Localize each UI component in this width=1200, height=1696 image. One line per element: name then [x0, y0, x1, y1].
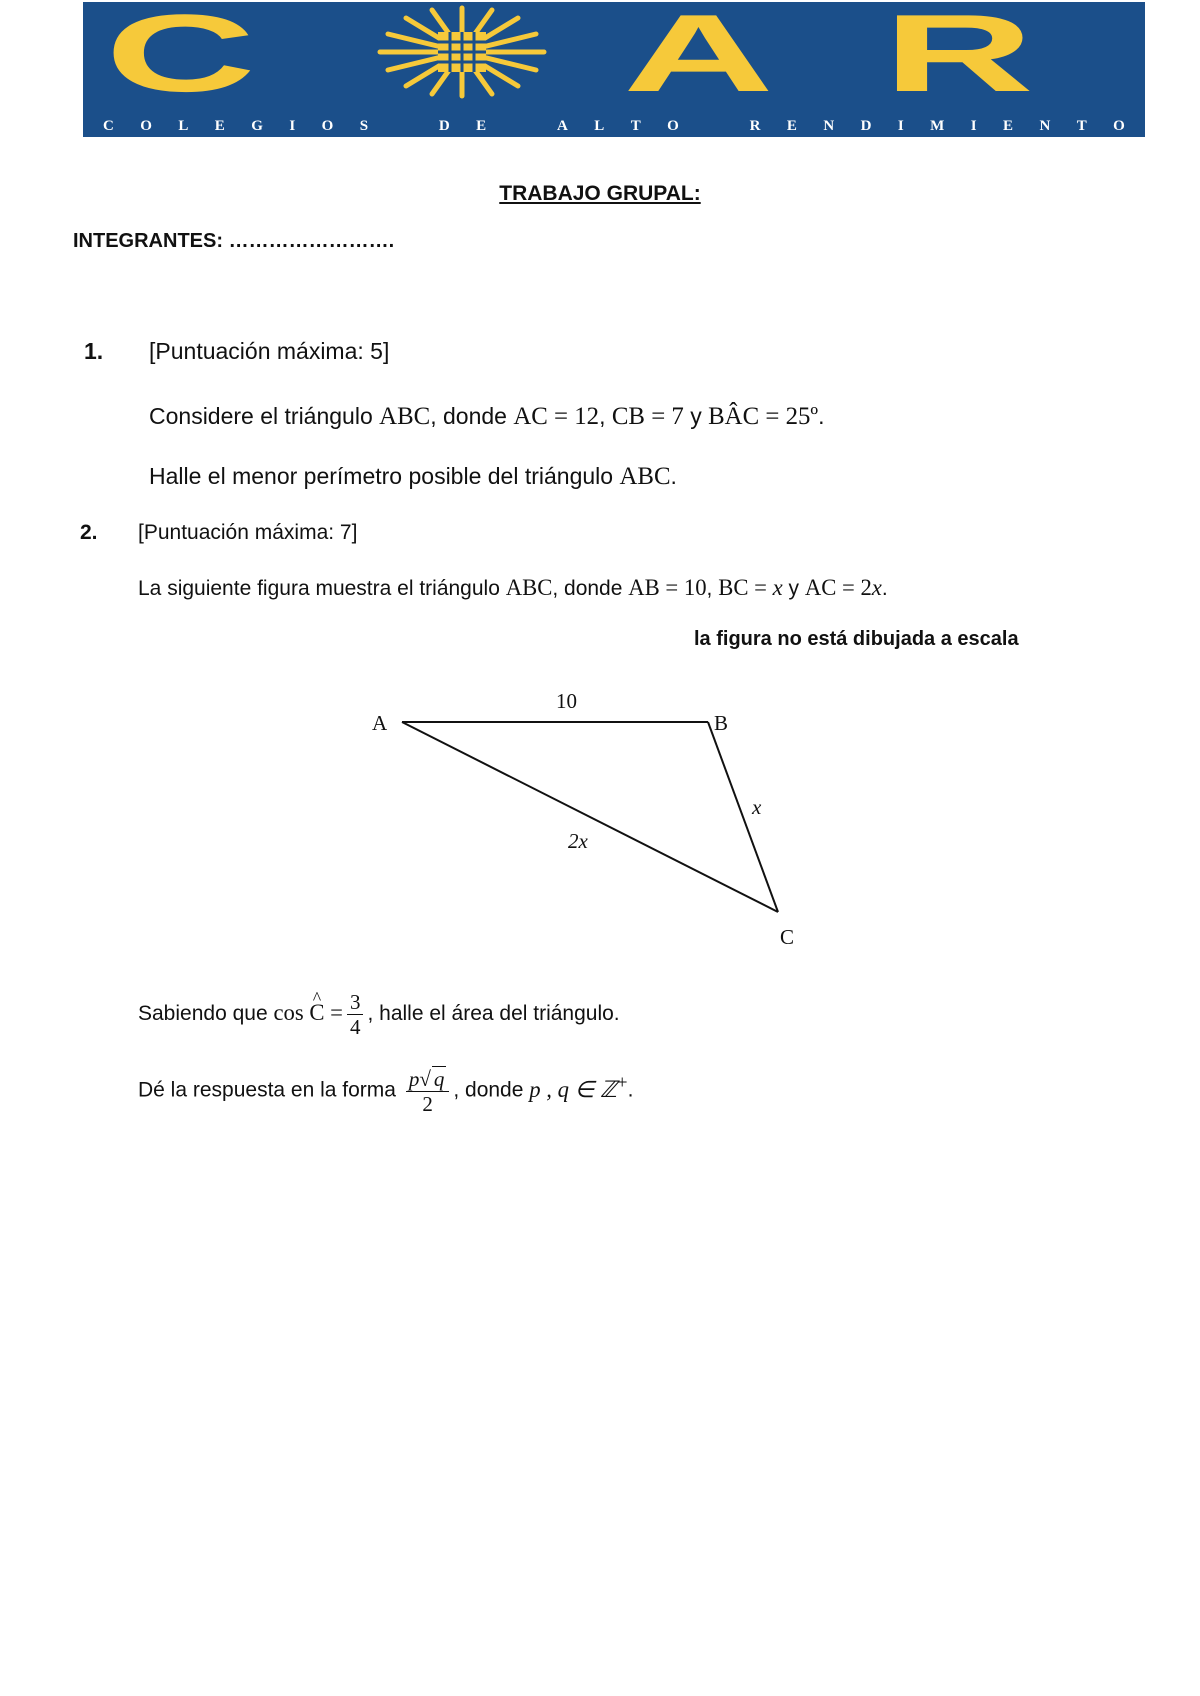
tagline-letter: E — [476, 118, 487, 134]
school-banner — [83, 2, 1145, 137]
variable-q: q — [433, 1067, 445, 1091]
scale-note: la figura no está dibujada a escala — [694, 628, 1019, 650]
math-run: ABC — [379, 403, 431, 430]
question-1-score: [Puntuación máxima: 5] — [149, 338, 390, 364]
text-run: . — [627, 1078, 634, 1102]
tagline-letter: D — [860, 118, 872, 134]
banner-letter-r: R — [883, 0, 1034, 115]
side-ac-line — [402, 722, 778, 912]
text-run: , donde — [430, 403, 514, 429]
math-run: AC = 12 — [513, 403, 600, 430]
text-run: Considere el triángulo — [149, 403, 380, 429]
text-run: y — [782, 577, 805, 600]
fraction-denominator: 2 — [422, 1092, 433, 1116]
members-blank: ……………………. — [228, 230, 395, 252]
tagline-letter: A — [557, 118, 568, 134]
math-run: AB = 10 — [628, 575, 707, 600]
fraction-denominator: 4 — [349, 1015, 361, 1039]
equals-sign: = — [330, 1000, 343, 1026]
question-1-number: 1. — [84, 338, 104, 364]
tagline-letter: I — [970, 118, 977, 134]
vertex-b-label: B — [714, 711, 729, 735]
text-run: La siguiente figura muestra el triángulo — [138, 577, 506, 600]
question-1-statement — [149, 403, 825, 431]
fraction-numerator: 3 — [347, 990, 364, 1015]
text-run: y — [683, 403, 709, 429]
text-run: Dé la respuesta en la forma — [138, 1078, 402, 1102]
tagline-letter: T — [1076, 118, 1087, 134]
tagline-gap — [513, 118, 531, 134]
tagline-letter: T — [630, 118, 641, 134]
variable-p: p — [408, 1067, 420, 1091]
banner-letters — [83, 0, 1145, 115]
tagline-letter: O — [140, 118, 152, 134]
question-1-task — [149, 463, 677, 491]
question-2-given — [138, 990, 620, 1050]
question-2-score: [Puntuación máxima: 7] — [138, 521, 358, 544]
text-run: , halle el área del triángulo. — [367, 1002, 620, 1026]
text-run: . — [881, 577, 888, 600]
math-variable: x — [772, 575, 783, 600]
tagline-letter: O — [321, 118, 334, 134]
members-line — [73, 230, 394, 253]
math-run: ABC — [505, 575, 553, 600]
tagline-letter: E — [1003, 118, 1014, 134]
tagline-letter: O — [667, 118, 679, 134]
math-run: AC = 2 — [804, 575, 872, 600]
math-variable: x — [871, 575, 882, 600]
text-run: , donde — [453, 1078, 530, 1102]
math-run — [273, 1000, 343, 1025]
text-run: Halle el menor perímetro posible del triángulo — [149, 463, 620, 489]
side-ac-label: 2x — [568, 829, 588, 853]
fraction-three-quarters — [347, 990, 364, 1039]
cos-function: cos — [273, 1000, 304, 1026]
text-run: , — [599, 403, 612, 429]
banner-letter-c: C — [105, 0, 256, 115]
tagline-letter: M — [930, 118, 945, 134]
tagline-letter: L — [178, 118, 189, 134]
vertex-c-label: C — [780, 925, 795, 949]
text-run: Sabiendo que — [138, 1002, 274, 1026]
angle-c-hat: ^ C — [309, 1000, 324, 1026]
tagline-letter: I — [289, 118, 296, 134]
positive-superscript: + — [616, 1071, 628, 1093]
text-run: , donde — [552, 577, 629, 600]
question-2-answer-form — [138, 1066, 633, 1126]
question-2-number: 2. — [80, 521, 98, 544]
tagline-letter: C — [103, 118, 114, 134]
tagline-gap — [394, 118, 412, 134]
text-run: , — [706, 577, 719, 600]
side-bc-line — [708, 722, 778, 912]
tagline-letter: E — [214, 118, 225, 134]
math-run: BC = — [718, 575, 773, 600]
sun-emblem-icon — [376, 4, 548, 100]
triangle-figure — [360, 680, 840, 950]
tagline-letter: E — [786, 118, 797, 134]
members-label: INTEGRANTES: — [73, 230, 223, 252]
math-set-statement: p , q ∈ ℤ — [529, 1076, 617, 1102]
math-run: CB = 7 — [611, 403, 684, 430]
banner-tagline — [103, 118, 1125, 134]
side-ab-label: 10 — [556, 689, 577, 713]
tagline-letter: N — [823, 118, 835, 134]
tagline-gap — [705, 118, 723, 134]
page-title: TRABAJO GRUPAL: — [499, 182, 701, 205]
tagline-letter: L — [594, 118, 605, 134]
math-run: BÂC = 25º — [708, 403, 819, 430]
tagline-letter: O — [1113, 118, 1125, 134]
math-run: ABC — [619, 463, 671, 490]
fraction-answer-form: $\frac{p√ q}{2}$ — [406, 1066, 450, 1116]
tagline-letter: D — [438, 118, 450, 134]
tagline-letter: N — [1039, 118, 1051, 134]
tagline-letter: S — [359, 118, 369, 134]
question-2-statement — [138, 575, 888, 601]
tagline-letter: R — [749, 118, 761, 134]
tagline-letter: G — [251, 118, 263, 134]
text-run: . — [670, 463, 677, 489]
text-run: . — [818, 403, 825, 429]
side-bc-label: x — [752, 795, 762, 819]
tagline-letter: I — [897, 118, 904, 134]
vertex-a-label: A — [372, 711, 388, 735]
banner-letter-a: A — [623, 0, 774, 115]
